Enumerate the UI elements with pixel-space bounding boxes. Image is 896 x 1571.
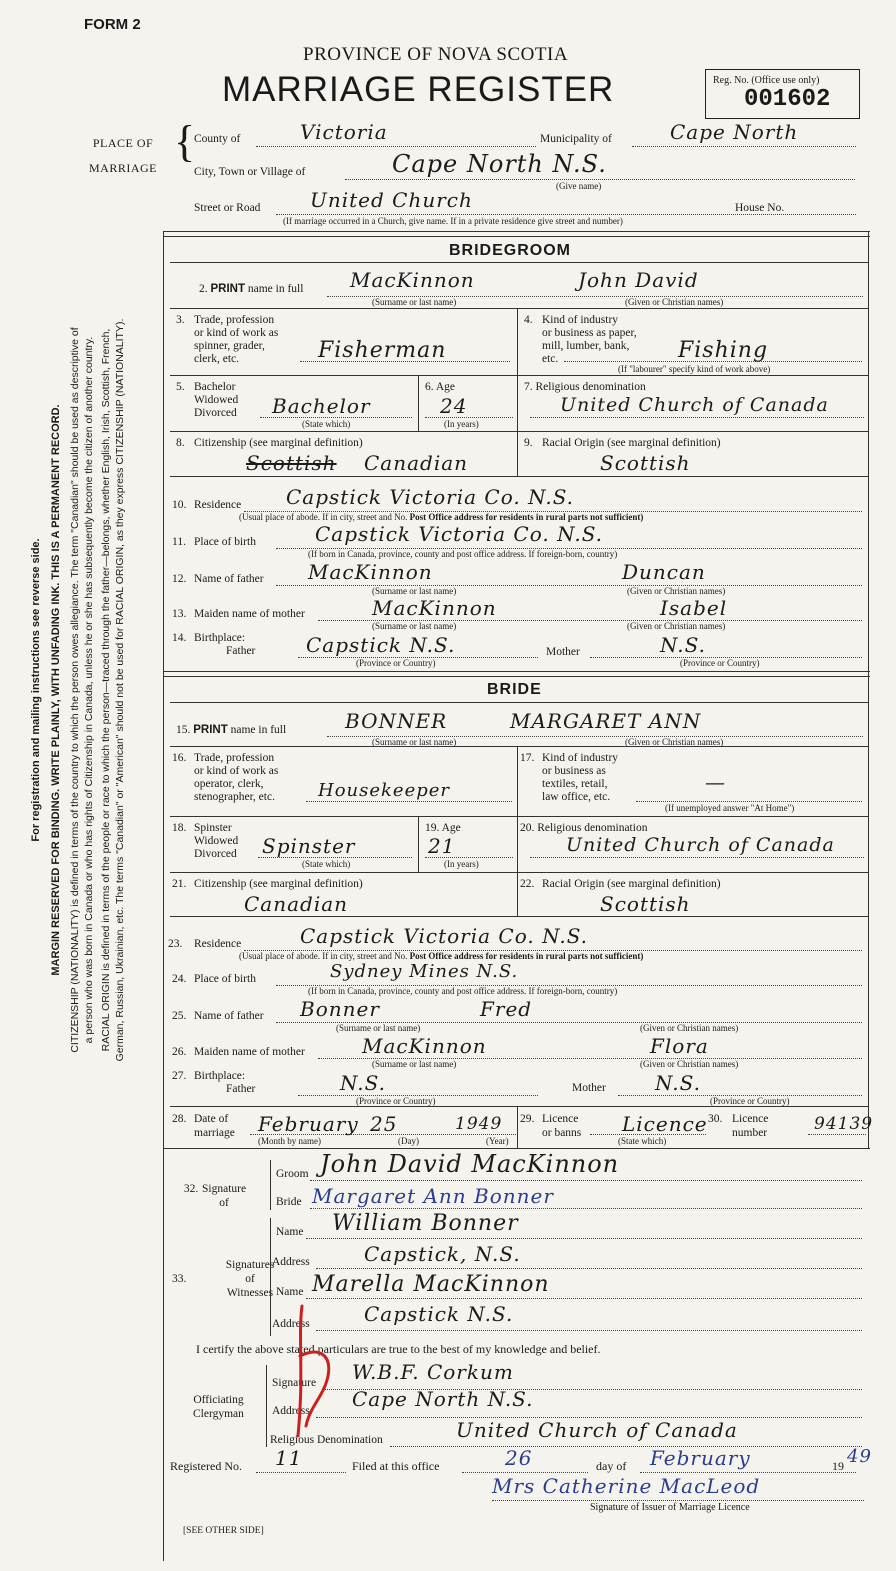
field-25-label: 25. Name of father — [172, 1010, 264, 1022]
bride-religion: United Church of Canada — [566, 834, 835, 856]
field-30-label: 30. Licence number — [708, 1113, 769, 1139]
residence-caption: (Usual place of abode. If in city, street and No. Post Office address for residents in rural parts not sufficient) — [239, 512, 644, 522]
witness1-address: Capstick, N.S. — [364, 1242, 521, 1266]
bride-trade: Housekeeper — [318, 780, 451, 801]
field-3-label: 3. Trade, profession or kind of work as spinner, grader, clerk, etc. — [176, 314, 279, 365]
clergy-religion: United Church of Canada — [456, 1418, 738, 1442]
mother-label: Mother — [572, 1082, 606, 1094]
groom-mother-birthplace: N.S. — [660, 633, 706, 657]
groom-age: 24 — [440, 394, 468, 418]
surname-caption: (Surname or last name) — [372, 1059, 457, 1069]
filed-year: 49 — [847, 1446, 872, 1467]
given-caption: (Given or Christian names) — [625, 737, 724, 747]
city-value: Cape North N.S. — [392, 150, 607, 178]
witness2-name: Marella MacKinnon — [312, 1272, 550, 1297]
field-9-label: 9. Racial Origin (see marginal definition) — [524, 437, 721, 449]
field-18-label: 18. Spinster Widowed Divorced — [172, 822, 239, 860]
state-which-caption: (State which) — [302, 419, 351, 429]
province-caption: (Province or Country) — [710, 1096, 790, 1106]
groom-mother-surname: MacKinnon — [372, 596, 497, 620]
field-12-label: 12. Name of father — [172, 573, 264, 585]
county-label: County of — [194, 133, 241, 145]
bride-citizenship: Canadian — [244, 892, 349, 916]
place-note: (If marriage occurred in a Church, give name. If in a private residence give street and number) — [283, 216, 623, 226]
bride-signature: Margaret Ann Bonner — [312, 1184, 554, 1208]
field-13-label: 13. Maiden name of mother — [172, 608, 305, 620]
bride-mother-given: Flora — [650, 1034, 709, 1058]
city-label: City, Town or Village of — [194, 166, 306, 178]
field-27-label: 27. Birthplace: Father — [172, 1070, 256, 1095]
groom-racial: Scottish — [600, 451, 691, 475]
groom-signature: John David MacKinnon — [320, 1150, 620, 1178]
surname-caption: (Surname or last name) — [372, 586, 457, 596]
form-number: FORM 2 — [84, 16, 141, 33]
day-caption: (Day) — [398, 1136, 419, 1146]
municipality-value: Cape North — [670, 120, 799, 144]
state-which-caption: (State which) — [618, 1136, 667, 1146]
groom-father-given: Duncan — [622, 560, 706, 584]
witness1-name: William Bonner — [332, 1211, 519, 1236]
registered-no: 11 — [275, 1446, 303, 1470]
licence-number: 94139 — [814, 1114, 874, 1134]
surname-caption: (Surname or last name) — [372, 737, 457, 747]
field-17-label: 17. Kind of industry or business as textiles, retail, law office, etc. — [520, 752, 619, 803]
field-14-label: 14. Birthplace: Father — [172, 632, 256, 657]
field-6-label: 6. Age — [425, 381, 456, 393]
margin-line: German, Russian, Ukrainian, etc. The terms "Canadian" or "American" should not be used for RACIAL ORIGIN, as they express CITIZENSHIP (NATIONALITY). — [113, 318, 126, 1062]
field-8-label: 8. Citizenship (see marginal definition) — [176, 437, 363, 449]
field-16-label: 16. Trade, profession or kind of work as operator, clerk, stenographer, etc. — [172, 752, 279, 803]
groom-trade: Fisherman — [318, 338, 447, 363]
clergy-religion-label: Religious Denomination — [270, 1434, 383, 1446]
bride-residence: Capstick Victoria Co. N.S. — [300, 924, 589, 948]
margin-line: a person who was born in Canada or who has rights of Citizenship in Canada, unless he or she has subsequently become the citizen of another country. — [82, 336, 95, 1044]
street-label: Street or Road — [194, 202, 261, 214]
margin-line: For registration and mailing instructions see reverse side. — [30, 538, 42, 842]
groom-father-birthplace: Capstick N.S. — [306, 633, 456, 657]
red-registrar-mark-icon — [280, 1296, 350, 1446]
year-prefix: 19 — [832, 1459, 844, 1473]
municipality-label: Municipality of — [540, 133, 612, 145]
surname-caption: (Surname or last name) — [372, 621, 457, 631]
given-caption: (Given or Christian names) — [625, 297, 724, 307]
marriage-month: February — [258, 1112, 359, 1136]
in-years-caption: (In years) — [444, 859, 479, 869]
groom-sig-label: Groom — [276, 1168, 309, 1180]
in-years-caption: (In years) — [444, 419, 479, 429]
bride-father-birthplace: N.S. — [340, 1071, 386, 1095]
officiating-clergyman-label: Officiating Clergyman — [193, 1394, 244, 1420]
margin-line: MARGIN RESERVED FOR BINDING. WRITE PLAINLY, WITH UNFADING INK. THIS IS A PERMANENT RECORD. — [49, 404, 62, 976]
witness2-address: Capstick N.S. — [364, 1302, 514, 1326]
field-24-label: 24. Place of birth — [172, 973, 256, 985]
given-caption: (Given or Christian names) — [627, 586, 726, 596]
place-label: PLACE OF MARRIAGE — [89, 136, 158, 175]
bride-father-surname: Bonner — [300, 997, 380, 1021]
bride-birthplace: Sydney Mines N.S. — [330, 961, 519, 982]
witness1-name-label: Name — [276, 1226, 304, 1238]
birth-caption: (If born in Canada, province, county and post office address. If foreign-born, country) — [308, 986, 618, 996]
residence-caption: (Usual place of abode. If in city, street and No. Post Office address for residents in rural parts not sufficient) — [239, 951, 644, 961]
given-caption: (Given or Christian names) — [640, 1059, 739, 1069]
give-name-caption: (Give name) — [556, 181, 602, 191]
registered-no-label: Registered No. — [170, 1459, 242, 1473]
clergy-signature-label: Signature — [272, 1377, 317, 1389]
groom-citizenship-struck: Scottish — [246, 451, 337, 475]
field-32-label: 32. Signature of — [183, 1183, 247, 1209]
certification-text: I certify the above stated particulars are true to the best of my knowledge and belief. — [196, 1342, 601, 1356]
reg-label: Reg. No. (Office use only) — [713, 75, 820, 86]
groom-given: John David — [578, 268, 699, 292]
field-19-label: 19. Age — [425, 822, 461, 834]
bride-industry: — — [705, 770, 726, 794]
field-20-label: 20. Religious denomination — [520, 822, 648, 834]
clergy-address-label: Address — [272, 1405, 310, 1417]
given-caption: (Given or Christian names) — [627, 621, 726, 631]
field-7-label: 7. Religious denomination — [524, 381, 646, 393]
field-21-label: 21. Citizenship (see marginal definition) — [172, 878, 363, 890]
field-4-label: 4. Kind of industry or business as paper, mill, lumber, bank, etc. — [524, 314, 637, 365]
marriage-day: 25 — [370, 1112, 398, 1136]
margin-notes — [30, 25, 127, 1355]
field-15-label: 15. PRINT name in full — [176, 724, 287, 736]
surname-caption: (Surname or last name) — [336, 1023, 421, 1033]
bride-father-given: Fred — [480, 997, 533, 1021]
month-caption: (Month by name) — [258, 1136, 321, 1146]
issuer-signature: Mrs Catherine MacLeod — [492, 1474, 761, 1498]
field-5-label: 5. Bachelor Widowed Divorced — [176, 381, 239, 419]
field-2-label: 2. PRINT name in full — [199, 283, 304, 295]
field-11-label: 11. Place of birth — [172, 536, 256, 548]
field-22-label: 22. Racial Origin (see marginal definition) — [520, 878, 721, 890]
mother-label: Mother — [546, 646, 580, 658]
bride-surname: BONNER — [345, 709, 448, 733]
field-10-label: 10. Residence — [172, 499, 242, 511]
licence-or-banns: Licence — [622, 1112, 708, 1136]
reg-number: 001602 — [744, 86, 831, 113]
groom-mother-given: Isabel — [660, 596, 728, 620]
birth-caption: (If born in Canada, province, county and post office address. If foreign-born, country) — [308, 549, 618, 559]
county-value: Victoria — [300, 120, 388, 144]
province-caption: (Province or Country) — [680, 658, 760, 668]
groom-citizenship: Canadian — [364, 451, 469, 475]
field-28-label: 28. Date of marriage — [172, 1113, 235, 1139]
clergy-address: Cape North N.S. — [352, 1387, 534, 1411]
bride-status: Spinster — [262, 834, 356, 858]
field-26-label: 26. Maiden name of mother — [172, 1046, 305, 1058]
see-other-side: [SEE OTHER SIDE] — [183, 1526, 264, 1536]
given-caption: (Given or Christian names) — [640, 1023, 739, 1033]
bride-age: 21 — [428, 834, 456, 858]
groom-status: Bachelor — [272, 394, 371, 418]
field-23-label: 23. Residence — [168, 938, 242, 950]
margin-line: RACIAL ORIGIN is defined in terms of the people or race to which the person—traced through the father—belongs, whether English, Irish, Scottish, French, — [100, 328, 112, 1052]
filed-day: 26 — [505, 1446, 533, 1470]
clergy-signature: W.B.F. Corkum — [352, 1360, 514, 1384]
margin-line: CITIZENSHIP (NATIONALITY) is defined in terms of the country to which the person owes allegiance. The term "Canadian" should be used as descriptive of — [69, 327, 81, 1053]
filed-label: Filed at this office — [352, 1459, 440, 1473]
issuer-caption: Signature of Issuer of Marriage Licence — [590, 1502, 750, 1513]
bride-racial: Scottish — [600, 892, 691, 916]
unemployed-caption: (If unemployed answer "At Home") — [665, 803, 795, 813]
field-29-label: 29. Licence or banns — [520, 1113, 582, 1139]
surname-caption: (Surname or last name) — [372, 297, 457, 307]
groom-religion: United Church of Canada — [560, 394, 829, 416]
bridegroom-heading: BRIDEGROOM — [449, 242, 571, 259]
labourer-caption: (If "labourer" specify kind of work above) — [618, 364, 771, 374]
witness1-address-label: Address — [272, 1256, 310, 1268]
bride-given: MARGARET ANN — [510, 709, 702, 733]
page-title: MARRIAGE REGISTER — [222, 70, 615, 109]
year-caption: (Year) — [486, 1136, 509, 1146]
province-caption: (Province or Country) — [356, 658, 436, 668]
groom-birthplace: Capstick Victoria Co. N.S. — [315, 522, 604, 546]
state-which-caption: (State which) — [302, 859, 351, 869]
street-value: United Church — [310, 188, 473, 212]
bride-mother-birthplace: N.S. — [655, 1071, 701, 1095]
groom-surname: MacKinnon — [350, 268, 475, 292]
groom-father-surname: MacKinnon — [308, 560, 433, 584]
witness2-name-label: Name — [276, 1286, 304, 1298]
province-heading: PROVINCE OF NOVA SCOTIA — [303, 44, 569, 65]
province-caption: (Province or Country) — [356, 1096, 436, 1106]
bride-heading: BRIDE — [487, 681, 542, 698]
filed-month: February — [650, 1446, 751, 1470]
bride-mother-surname: MacKinnon — [362, 1034, 487, 1058]
groom-industry: Fishing — [678, 338, 769, 363]
marriage-year: 1949 — [455, 1114, 503, 1134]
groom-residence: Capstick Victoria Co. N.S. — [286, 485, 575, 509]
day-of-label: day of — [596, 1459, 627, 1473]
place-brace: { — [174, 117, 196, 166]
house-label: House No. — [735, 202, 785, 214]
field-33-label: Signatures 33. of Witnesses — [172, 1259, 275, 1299]
bride-sig-label: Bride — [276, 1196, 302, 1208]
witness2-address-label: Address — [272, 1318, 310, 1330]
